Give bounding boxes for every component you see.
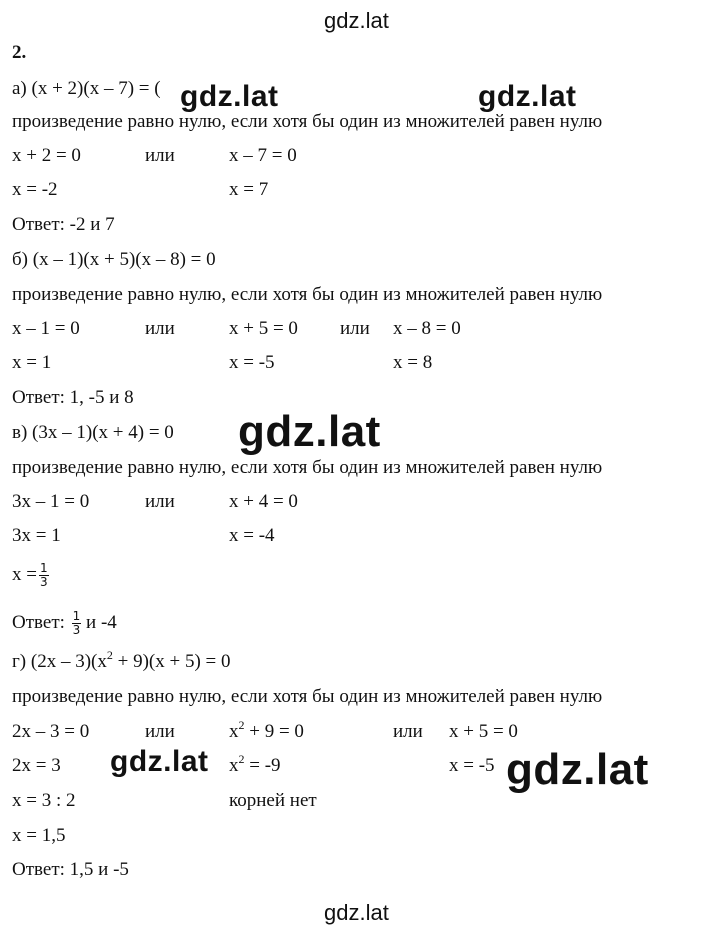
g-row1-or1: или [145, 721, 175, 742]
watermark-bottom: gdz.lat [324, 900, 389, 925]
v-answer-suffix: и -4 [86, 611, 117, 633]
g-row3-col1: x = 3 : 2 [12, 790, 76, 811]
v-answer-prefix: Ответ: [12, 611, 65, 633]
v-fraction-denominator: 3 [39, 575, 48, 589]
g-row4-col1: x = 1,5 [12, 825, 66, 846]
v-row1-col2: x + 4 = 0 [229, 491, 298, 512]
g-row2-col1: 2x = 3 [12, 755, 61, 776]
a-equation: а) (x + 2)(x – 7) = ( [12, 78, 161, 99]
a-row1-col1: x + 2 = 0 [12, 145, 81, 166]
v-answer [12, 610, 117, 637]
a-row2-col1: x = -2 [12, 179, 58, 200]
g-row2-col2-exponent: 2 [238, 752, 245, 766]
g-row2-col2 [229, 752, 281, 777]
a-row1-col2: x – 7 = 0 [229, 145, 297, 166]
v-row2-col2: x = -4 [229, 525, 275, 546]
a-answer: Ответ: -2 и 7 [12, 214, 115, 235]
v-fraction-numerator: 1 [39, 561, 48, 575]
v-row1-or: или [145, 491, 175, 512]
v-answer-fraction-numerator: 1 [72, 609, 81, 623]
b-row2-col2: x = -5 [229, 352, 275, 373]
a-explanation: произведение равно нулю, если хотя бы один из множителей равен нулю [12, 111, 603, 132]
b-answer: Ответ: 1, -5 и 8 [12, 387, 134, 408]
b-row1-or2: или [340, 318, 370, 339]
b-explanation: произведение равно нулю, если хотя бы один из множителей равен нулю [12, 284, 603, 305]
task-number: 2. [12, 42, 27, 63]
g-row1-col3: x + 5 = 0 [449, 721, 518, 742]
g-row1-col2-exponent: 2 [238, 718, 245, 732]
g-row1-col2 [229, 718, 304, 743]
b-row1-col1: x – 1 = 0 [12, 318, 80, 339]
g-row2-col3: x = -5 [449, 755, 495, 776]
g-row2-col2-post: = -9 [244, 755, 281, 776]
g-row1-or2: или [393, 721, 423, 742]
watermark-lower-right: gdz.lat [506, 745, 649, 794]
v-fraction [39, 562, 49, 589]
b-row1-col3: x – 8 = 0 [393, 318, 461, 339]
g-explanation: произведение равно нулю, если хотя бы один из множителей равен нулю [12, 686, 603, 707]
b-row1-col2: x + 5 = 0 [229, 318, 298, 339]
b-row2-col1: x = 1 [12, 352, 52, 373]
watermark-middle: gdz.lat [238, 407, 381, 456]
g-answer: Ответ: 1,5 и -5 [12, 859, 129, 880]
g-equation [12, 648, 231, 673]
g-equation-exponent: 2 [106, 648, 113, 662]
v-row1-col1: 3x – 1 = 0 [12, 491, 90, 512]
g-row1-col2-post: + 9 = 0 [244, 721, 304, 742]
b-row1-or1: или [145, 318, 175, 339]
g-row1-col2-pre: x [229, 721, 239, 742]
v-row3-prefix: x = [12, 563, 37, 585]
b-equation: б) (x – 1)(x + 5)(x – 8) = 0 [12, 249, 216, 270]
a-row2-col2: x = 7 [229, 179, 269, 200]
b-row2-col3: x = 8 [393, 352, 433, 373]
g-row2-col2-pre: x [229, 755, 239, 776]
watermark-top: gdz.lat [324, 8, 389, 33]
g-equation-pre: г) (2x – 3)(x [12, 651, 107, 672]
watermark-small-2: gdz.lat [478, 80, 577, 113]
g-row3-col2: корней нет [229, 790, 317, 811]
watermark-lower-left: gdz.lat [110, 745, 209, 778]
a-row1-or: или [145, 145, 175, 166]
v-row2-col1: 3x = 1 [12, 525, 61, 546]
v-equation: в) (3x – 1)(x + 4) = 0 [12, 422, 174, 443]
v-answer-fraction-denominator: 3 [72, 623, 81, 637]
g-equation-post: + 9)(x + 5) = 0 [112, 651, 231, 672]
g-row1-col1: 2x – 3 = 0 [12, 721, 90, 742]
v-row3 [12, 562, 49, 589]
watermark-small-1: gdz.lat [180, 80, 279, 113]
v-explanation: произведение равно нулю, если хотя бы один из множителей равен нулю [12, 457, 603, 478]
v-answer-fraction [72, 610, 82, 637]
